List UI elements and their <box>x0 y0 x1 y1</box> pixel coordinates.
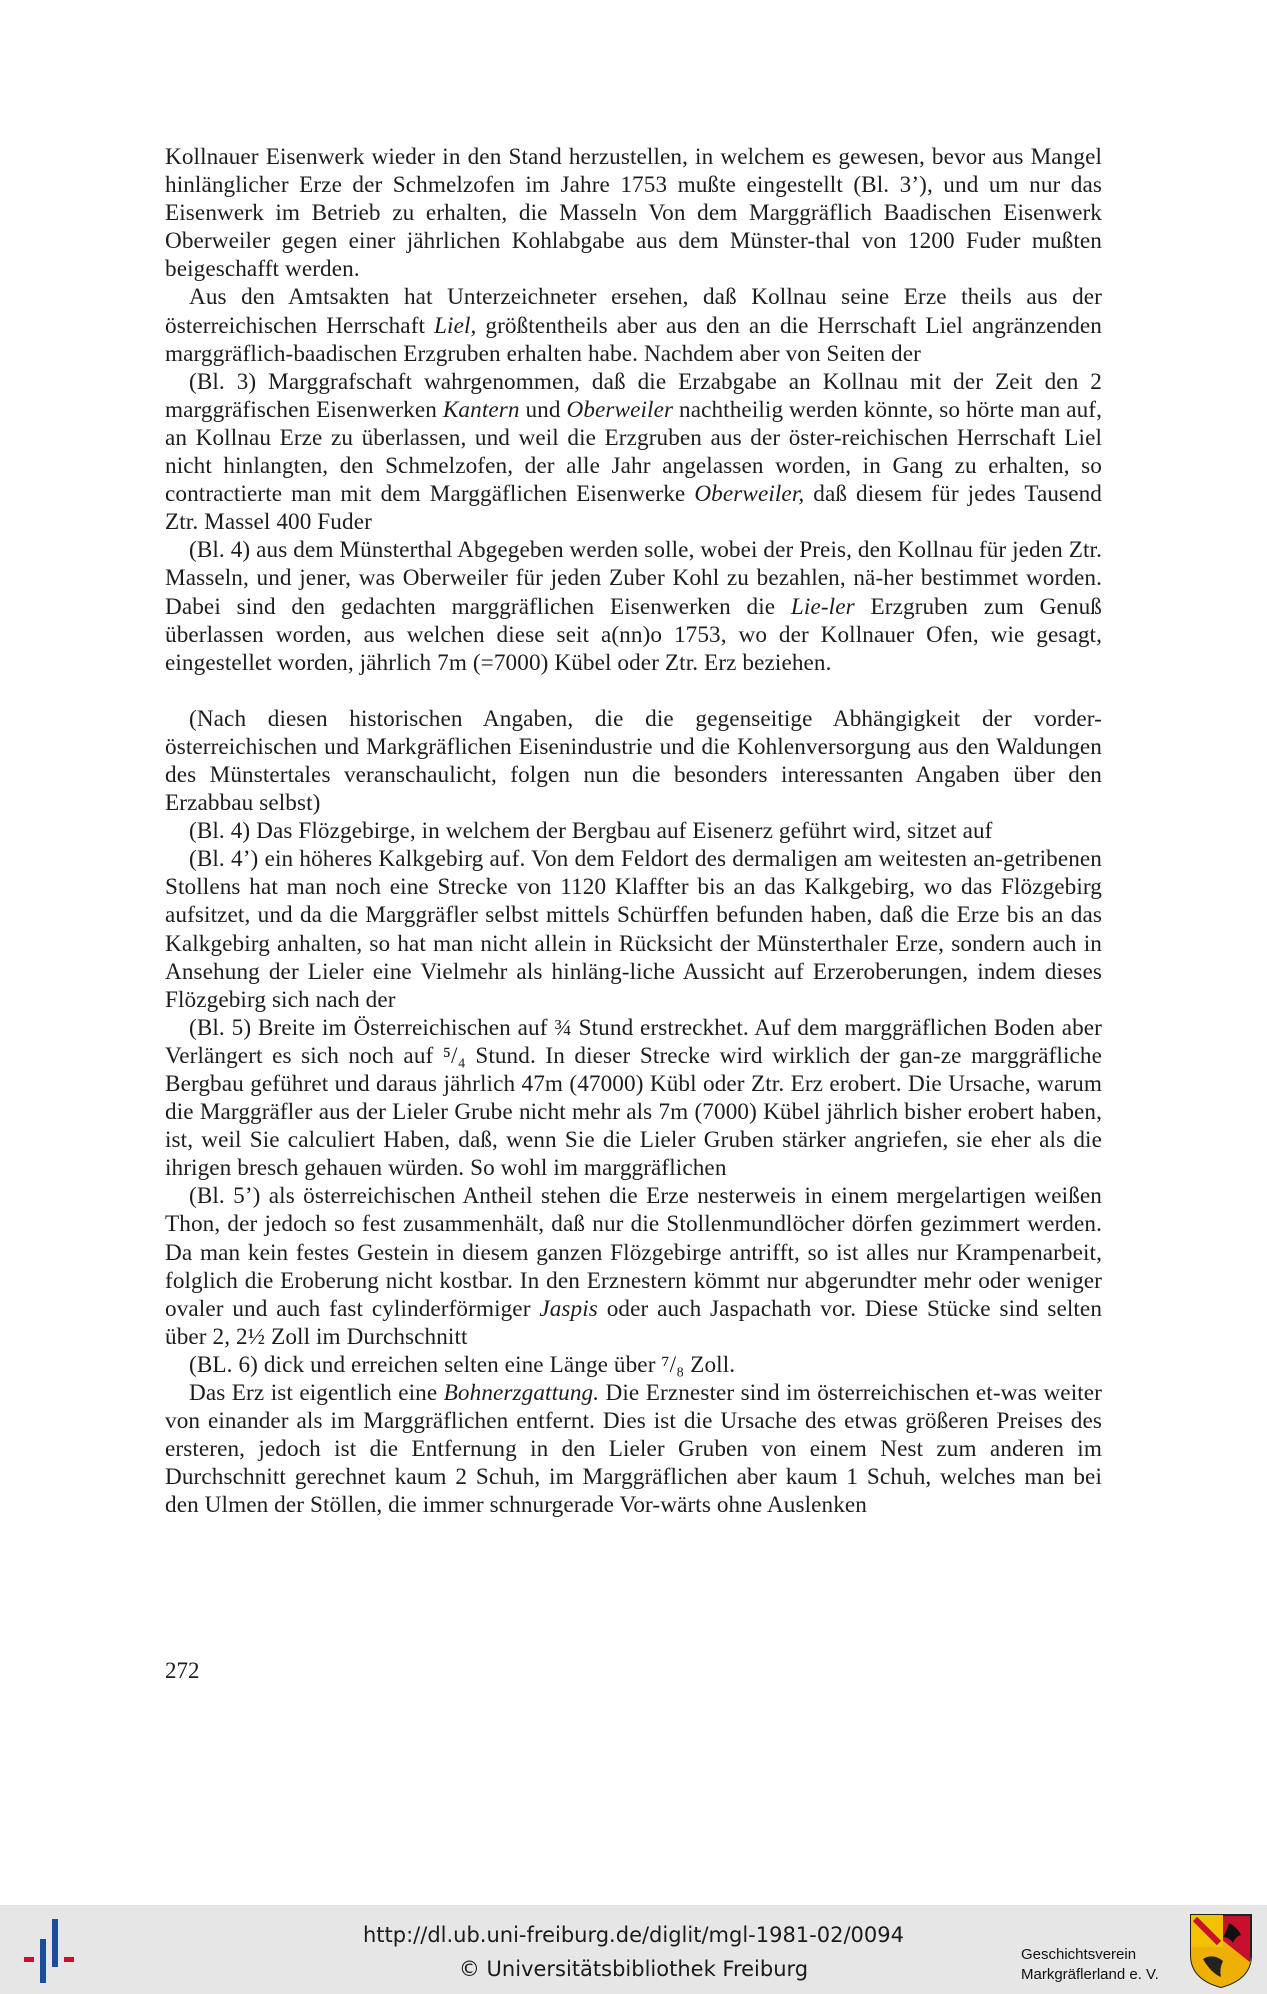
paragraph <box>165 1014 1102 1183</box>
text-run: Erzgruben zum Genuß überlassen worden, aus welchen diese seit a(nn)o 1753, wo der Kollnauer Ofen, wie gesagt, eingestellet worden, jährlich 7m (=7000) Kübel oder Ztr. Erz beziehen. <box>165 593 1102 676</box>
society-name <box>1021 1945 1159 1985</box>
italic-term: Lie-ler <box>790 593 855 620</box>
italic-term: Oberweiler <box>566 396 674 423</box>
paragraph <box>165 143 1102 283</box>
paragraph <box>165 817 1102 845</box>
text-run: größtentheils aber aus den an die Herrschaft Liel angränzenden marggräflich-baadischen Erzgruben erhalten habe. Nachdem aber von Seiten der <box>165 312 1102 367</box>
text-run: Aus den Amtsakten hat Unterzeichneter ersehen, daß Kollnau seine Erze theils aus der österreichischen Herrschaft <box>165 284 1102 339</box>
society-name-line1: Geschichtsverein <box>1021 1946 1137 1963</box>
text-run: nachtheilig werden könnte, so hörte man auf, an Kollnau Erze zu überlassen, und weil die Erzgruben aus der öster-reichischen Herrschaft Liel nicht hinlangten, den Schmelzofen, der alle Jahr angelassen worden, in Gang zu erhalten, so contractierte man mit dem Marggäflichen Eisenwerke <box>165 396 1103 508</box>
paragraph <box>165 536 1102 676</box>
text-run: (Bl. 5’) als österreichischen Antheil stehen die Erze nesterweis in einem mergelartigen weißen Thon, der jedoch so fest zusammenhält, daß nur die Stollenmundlöcher dörfen gezimmert werden. Da man kein festes Gestein in diesem ganzen Flözgebirge antrifft, so ist alles nur Krampenarbeit, folglich die Eroberung nicht kostbar. In den Erznestern kömmt nur abgerundter mehr oder weniger ovaler und auch fast cylinderförmiger <box>165 1183 1102 1322</box>
copyright-notice: © Universitätsbibliothek Freiburg <box>458 1957 809 1981</box>
italic-term: Oberweiler, <box>694 481 805 508</box>
document-body <box>165 143 1102 1520</box>
paragraph <box>165 1182 1102 1351</box>
paragraph <box>165 1379 1102 1519</box>
text-run: (Bl. 4) aus dem Münsterthal Abgegeben werden solle, wobei der Preis, den Kollnau für jeden Ztr. Masseln, und jener, was Oberweiler für jeden Zuber Kohl zu bezahlen, nä-her bestimmet worden. Dabei sind den gedachten marggräflichen Eisenwerken die <box>165 537 1102 620</box>
text-run: (Bl. 3) Marggrafschaft wahrgenommen, daß die Erzabgabe an Kollnau mit der Zeit den 2 marggräfischen Eisenwerken <box>165 368 1102 423</box>
paragraph <box>165 705 1102 817</box>
text-run: und <box>519 396 567 423</box>
paragraph <box>165 368 1102 537</box>
text-run: daß diesem für jedes Tausend Ztr. Massel 400 Fuder <box>165 481 1102 536</box>
italic-term: Kantern <box>442 396 520 423</box>
paragraph <box>165 845 1102 1014</box>
italic-term: Bohnerzgattung. <box>443 1380 600 1407</box>
text-run: (BL. 6) dick und erreichen selten eine Länge über ⁷/₈ Zoll. <box>189 1351 736 1378</box>
text-run: (Nach diesen historischen Angaben, die die gegenseitige Abhängigkeit der vorder-österreichischen und Markgräflichen Eisenindustrie und die Kohlenversorgung aus den Waldungen des Münstertales veranschaulicht, folgen nun die besonders interessanten Angaben über den Erzabbau selbst) <box>165 705 1102 817</box>
text-run: (Bl. 4) Das Flözgebirge, in welchem der Bergbau auf Eisenerz geführt wird, sitzet auf <box>189 818 993 845</box>
society-name-line2: Markgräflerland e. V. <box>1021 1966 1159 1983</box>
text-run: (Bl. 5) Breite im Österreichischen auf ¾ Stund erstreckhet. Auf dem marggräflichen Boden aber Verlängert es sich noch auf ⁵/₄ Stund. In dieser Strecke wird wirklich der gan-ze marggräfliche Bergbau geführet und daraus jährlich 47m (47000) Kübl oder Ztr. Erz erobert. Die Ursache, warum die Marggräfler aus der Lieler Grube nicht mehr als 7m (7000) Kübel jährlich bisher erobert haben, ist, weil Sie calculiert Haben, daß, wenn Sie die Lieler Gruben stärker angriefen, sie eher als die ihrigen bresch gehauen würden. So wohl im marggräflichen <box>165 1014 1102 1182</box>
italic-term: Jaspis <box>539 1295 598 1322</box>
paragraph <box>165 1351 1102 1379</box>
source-url-link[interactable]: http://dl.ub.uni-freiburg.de/diglit/mgl-1981-02/0094 <box>362 1923 904 1947</box>
text-run: Die Erznester sind im österreichischen et-was weiter von einander als im Marggräflichen entfernt. Dies ist die Ursache des etwas größeren Preises des ersteren, jedoch ist die Entfernung in den Lieler Gruben von einem Nest zum anderen im Durchschnitt gerechnet kaum 2 Schuh, im Marggräflichen aber kaum 1 Schuh, welches man bei den Ulmen der Stöllen, die immer schnurgerade Vor-wärts ohne Auslenken <box>165 1380 1102 1519</box>
paragraph <box>165 283 1102 367</box>
text-run: Kollnauer Eisenwerk wieder in den Stand herzustellen, in welchem es gewesen, bevor aus Mangel hinlänglicher Erze der Schmelzofen im Jahre 1753 mußte eingestellt (Bl. 3’), und um nur das Eisenwerk im Betrieb zu erhalten, die Masseln Von dem Marggräflich Baadischen Eisenwerk Oberweiler gegen einer jährlichen Kohlabgabe aus dem Münster-thal von 1200 Fuder mußten beigeschafft werden. <box>165 144 1102 283</box>
footer-bar <box>0 1905 1267 1994</box>
markgraeflerland-crest-icon[interactable] <box>1189 1913 1253 1989</box>
italic-term: Liel, <box>434 312 477 339</box>
text-run: (Bl. 4’) ein höheres Kalkgebirg auf. Von dem Feldort des dermaligen am weitesten an-getribenen Stollens hat man noch eine Strecke von 1120 Klaffter bis an das Kalkgebirg, wo das Flözgebirg aufsitzet, und da die Marggräfler selbst mittels Schürffen befunden haben, daß die Erze bis an das Kalkgebirg anhalten, so hat man nicht allein in Rücksicht der Münsterthaler Erze, sondern auch in Ansehung der Lieler eine Vielmehr als hinläng-liche Aussicht auf Erzeroberungen, indem dieses Flözgebirg sich nach der <box>165 846 1102 1013</box>
text-run: Das Erz ist eigentlich eine <box>189 1380 444 1407</box>
page-number: 272 <box>165 1658 200 1683</box>
paragraph-gap <box>165 677 1102 705</box>
text-run: oder auch Jaspachath vor. Diese Stücke sind selten über 2, 2½ Zoll im Durchschnitt <box>165 1295 1103 1350</box>
